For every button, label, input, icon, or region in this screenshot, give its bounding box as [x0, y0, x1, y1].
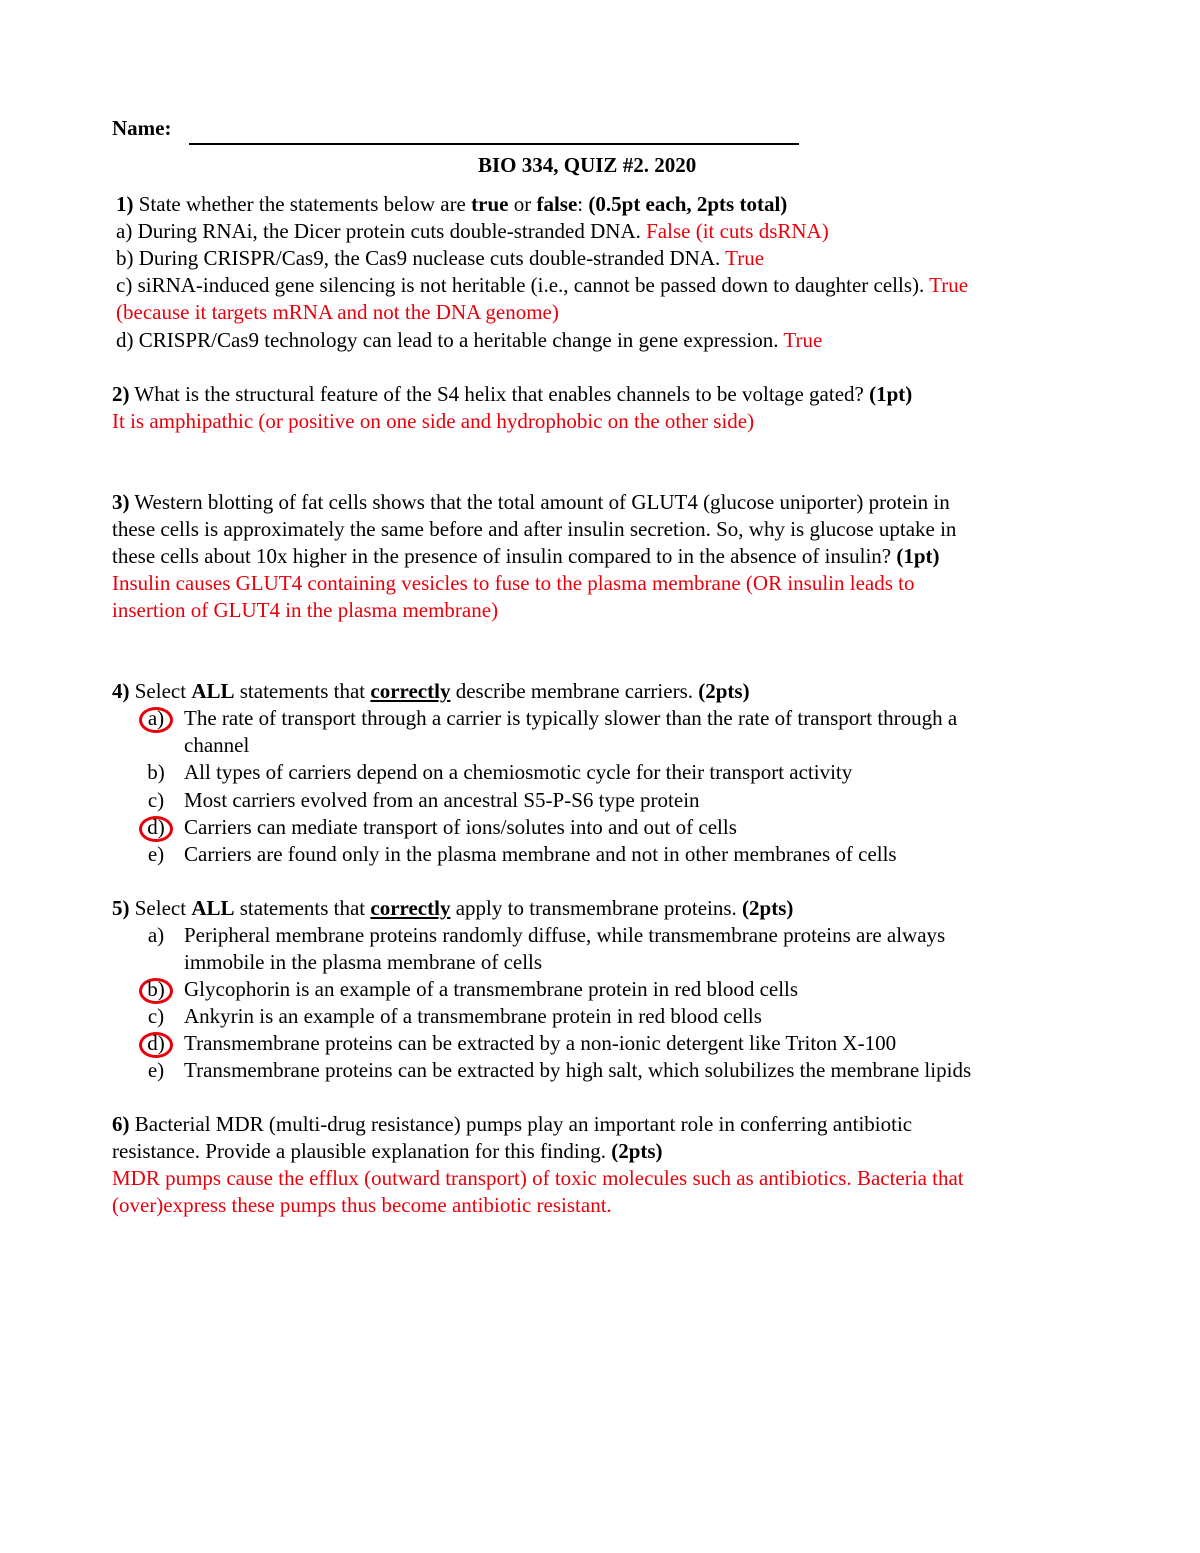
q1-item-c — [116, 272, 968, 299]
q4-option-a-line-2: channel — [184, 733, 250, 757]
q4-option-letter: a) — [147, 706, 165, 730]
q4-number: 4) — [112, 679, 130, 703]
q1-item-text: a) During RNAi, the Dicer protein cuts double-stranded DNA. — [116, 219, 641, 243]
q4-option-b: All types of carriers depend on a chemiosmotic cycle for their transport activity — [184, 760, 853, 784]
q6-prompt-line-2 — [112, 1138, 663, 1165]
q2-number: 2) — [112, 382, 130, 406]
q5-option-e: Transmembrane proteins can be extracted by high salt, which solubilizes the membrane lipids — [184, 1058, 972, 1082]
q1-item-d — [116, 327, 822, 354]
q4-option-c: Most carriers evolved from an ancestral S5-P-S6 type protein — [184, 788, 700, 812]
q5-correctly-word: correctly — [370, 896, 451, 920]
q5-option-d: Transmembrane proteins can be extracted by a non-ionic detergent like Triton X-100 — [184, 1031, 897, 1055]
q5-option-a-line-1: Peripheral membrane proteins randomly diffuse, while transmembrane proteins are always — [184, 923, 946, 947]
q2-points: (1pt) — [869, 382, 913, 406]
q4-prompt — [112, 678, 750, 705]
q4-option-letter: d) — [147, 815, 165, 839]
q5-option-letter: e) — [147, 1058, 165, 1082]
q3-prompt-text: Western blotting of fat cells shows that the total amount of GLUT4 (glucose uniporter) protein in — [134, 490, 950, 514]
q4-prompt-rest: describe membrane carriers. — [455, 679, 693, 703]
q1-item-text: c) siRNA-induced gene silencing is not heritable (i.e., cannot be passed down to daughter cells). — [116, 273, 925, 297]
q1-item-text: d) CRISPR/Cas9 technology can lead to a heritable change in gene expression. — [116, 328, 779, 352]
q5-prompt-rest: apply to transmembrane proteins. — [455, 896, 737, 920]
q3-prompt-line-2: these cells is approximately the same before and after insulin secretion. So, why is glucose uptake in — [112, 517, 957, 541]
q1-item-b — [116, 245, 764, 272]
q4-option-e: Carriers are found only in the plasma membrane and not in other membranes of cells — [184, 842, 897, 866]
q1-item-a — [116, 218, 829, 245]
quiz-title: BIO 334, QUIZ #2. 2020 — [478, 153, 697, 177]
q1-prompt-text: State whether the statements below are — [138, 192, 466, 216]
q1-item-answer: False (it cuts dsRNA) — [646, 219, 829, 243]
q4-option-letter: b) — [147, 760, 165, 784]
q4-correctly-word: correctly — [370, 679, 451, 703]
q1-or-word: or — [513, 192, 532, 216]
q4-points: (2pts) — [698, 679, 750, 703]
q1-points: (0.5pt each, 2pts total) — [588, 192, 788, 216]
q1-false-word: false — [536, 192, 578, 216]
q1-true-word: true — [471, 192, 509, 216]
q1-item-answer: True — [929, 273, 969, 297]
q4-option-letter: c) — [147, 788, 165, 812]
q1-item-text: b) During CRISPR/Cas9, the Cas9 nuclease cuts double-stranded DNA. — [116, 246, 721, 270]
q5-option-letter: c) — [147, 1004, 165, 1028]
q1-number: 1) — [116, 192, 134, 216]
q3-points: (1pt) — [896, 544, 940, 568]
q1-item-answer: True — [783, 328, 823, 352]
q4-option-d: Carriers can mediate transport of ions/solutes into and out of cells — [184, 815, 737, 839]
q1-prompt: 1) State whether the statements below are true or false: (0.5pt each, 2pts total) — [116, 192, 788, 216]
q6-prompt-line-1 — [112, 1111, 912, 1138]
q3-prompt-text: these cells about 10x higher in the presence of insulin compared to in the absence of insulin? — [112, 544, 892, 568]
q6-prompt-text: resistance. Provide a plausible explanation for this finding. — [112, 1139, 606, 1163]
q3-number: 3) — [112, 490, 130, 514]
q5-option-letter: d) — [147, 1031, 165, 1055]
q4-option-letter: e) — [147, 842, 165, 866]
name-label: Name: — [112, 116, 172, 140]
q3-prompt-line-1 — [112, 489, 950, 516]
q4-select-word: Select — [134, 679, 187, 703]
q5-statements-that: statements that — [239, 896, 366, 920]
q2-prompt — [112, 381, 912, 408]
q1-item-answer: True — [725, 246, 765, 270]
q5-all-word: ALL — [191, 896, 235, 920]
q4-statements-that: statements that — [239, 679, 366, 703]
q5-number: 5) — [112, 896, 130, 920]
q5-prompt — [112, 895, 793, 922]
q6-prompt-text: Bacterial MDR (multi-drug resistance) pumps play an important role in conferring antibiotic — [134, 1112, 913, 1136]
q3-prompt-line-3 — [112, 543, 940, 570]
q5-option-a-line-2: immobile in the plasma membrane of cells — [184, 950, 543, 974]
q6-number: 6) — [112, 1112, 130, 1136]
q5-option-c: Ankyrin is an example of a transmembrane protein in red blood cells — [184, 1004, 762, 1028]
q4-all-word: ALL — [191, 679, 235, 703]
q4-option-a-line-1: The rate of transport through a carrier is typically slower than the rate of transport through a — [184, 706, 958, 730]
q5-points: (2pts) — [742, 896, 794, 920]
q3-answer-line-2: insertion of GLUT4 in the plasma membrane) — [112, 598, 499, 622]
q5-option-letter: b) — [147, 977, 165, 1001]
q2-answer: It is amphipathic (or positive on one side and hydrophobic on the other side) — [112, 409, 755, 433]
q6-answer-line-1: MDR pumps cause the efflux (outward transport) of toxic molecules such as antibiotics. Bacteria that — [112, 1166, 964, 1190]
q6-answer-line-2: (over)express these pumps thus become antibiotic resistant. — [112, 1193, 612, 1217]
q5-select-word: Select — [134, 896, 187, 920]
q3-answer-line-1: Insulin causes GLUT4 containing vesicles to fuse to the plasma membrane (OR insulin leads to — [112, 571, 915, 595]
q1-item-c-answer-cont: (because it targets mRNA and not the DNA genome) — [116, 300, 559, 324]
name-blank-line — [189, 143, 799, 145]
q5-option-b: Glycophorin is an example of a transmembrane protein in red blood cells — [184, 977, 799, 1001]
q5-option-letter: a) — [147, 923, 165, 947]
q6-points: (2pts) — [611, 1139, 663, 1163]
q2-prompt-text: What is the structural feature of the S4 helix that enables channels to be voltage gated? — [134, 382, 864, 406]
